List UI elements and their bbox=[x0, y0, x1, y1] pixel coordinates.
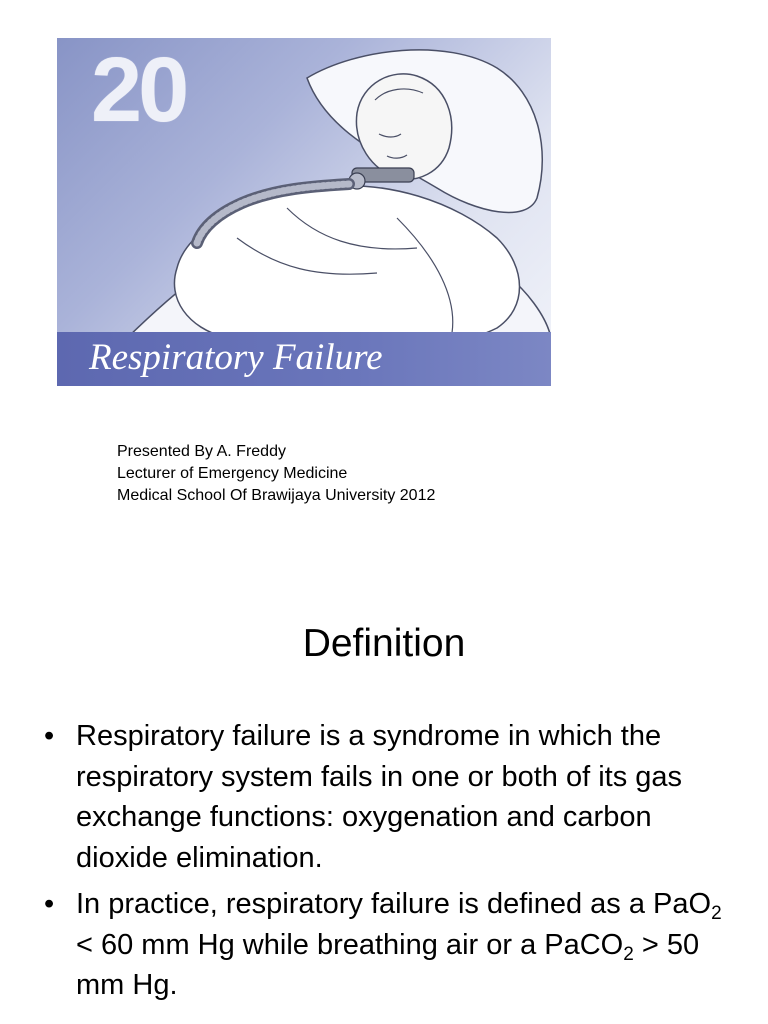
presenter-line: Presented By A. Freddy bbox=[117, 443, 286, 460]
chapter-number: 20 bbox=[91, 39, 186, 141]
cover-title: Respiratory Failure bbox=[89, 337, 383, 378]
presenter-affiliation: Medical School Of Brawijaya University 2012 bbox=[117, 487, 436, 504]
presenter-info bbox=[117, 441, 435, 507]
bullet-text: Respiratory failure is a syndrome in which the respiratory system fails in one or both of its gas exchange functions: oxygenation and carbon dioxide elimination. bbox=[76, 720, 683, 874]
bullet-item bbox=[44, 884, 744, 1006]
cover-illustration bbox=[57, 38, 551, 386]
presenter-role: Lecturer of Emergency Medicine bbox=[117, 465, 348, 482]
subscript: 2 bbox=[623, 943, 634, 965]
bullet-text-part: < 60 mm Hg while breathing air or a PaCO bbox=[76, 928, 624, 961]
bullet-text bbox=[76, 888, 722, 1001]
bullet-dot: • bbox=[44, 720, 55, 752]
bullet-text-part: > 50 mm Hg. bbox=[76, 928, 700, 1001]
slide-title: Definition bbox=[302, 622, 466, 665]
bullet-text-part: In practice, respiratory failure is defined as a PaO bbox=[76, 888, 712, 920]
subscript: 2 bbox=[711, 903, 722, 924]
bullet-item bbox=[44, 716, 744, 878]
bullet-dot: • bbox=[44, 888, 55, 920]
definition-bullet-list bbox=[44, 716, 744, 1012]
